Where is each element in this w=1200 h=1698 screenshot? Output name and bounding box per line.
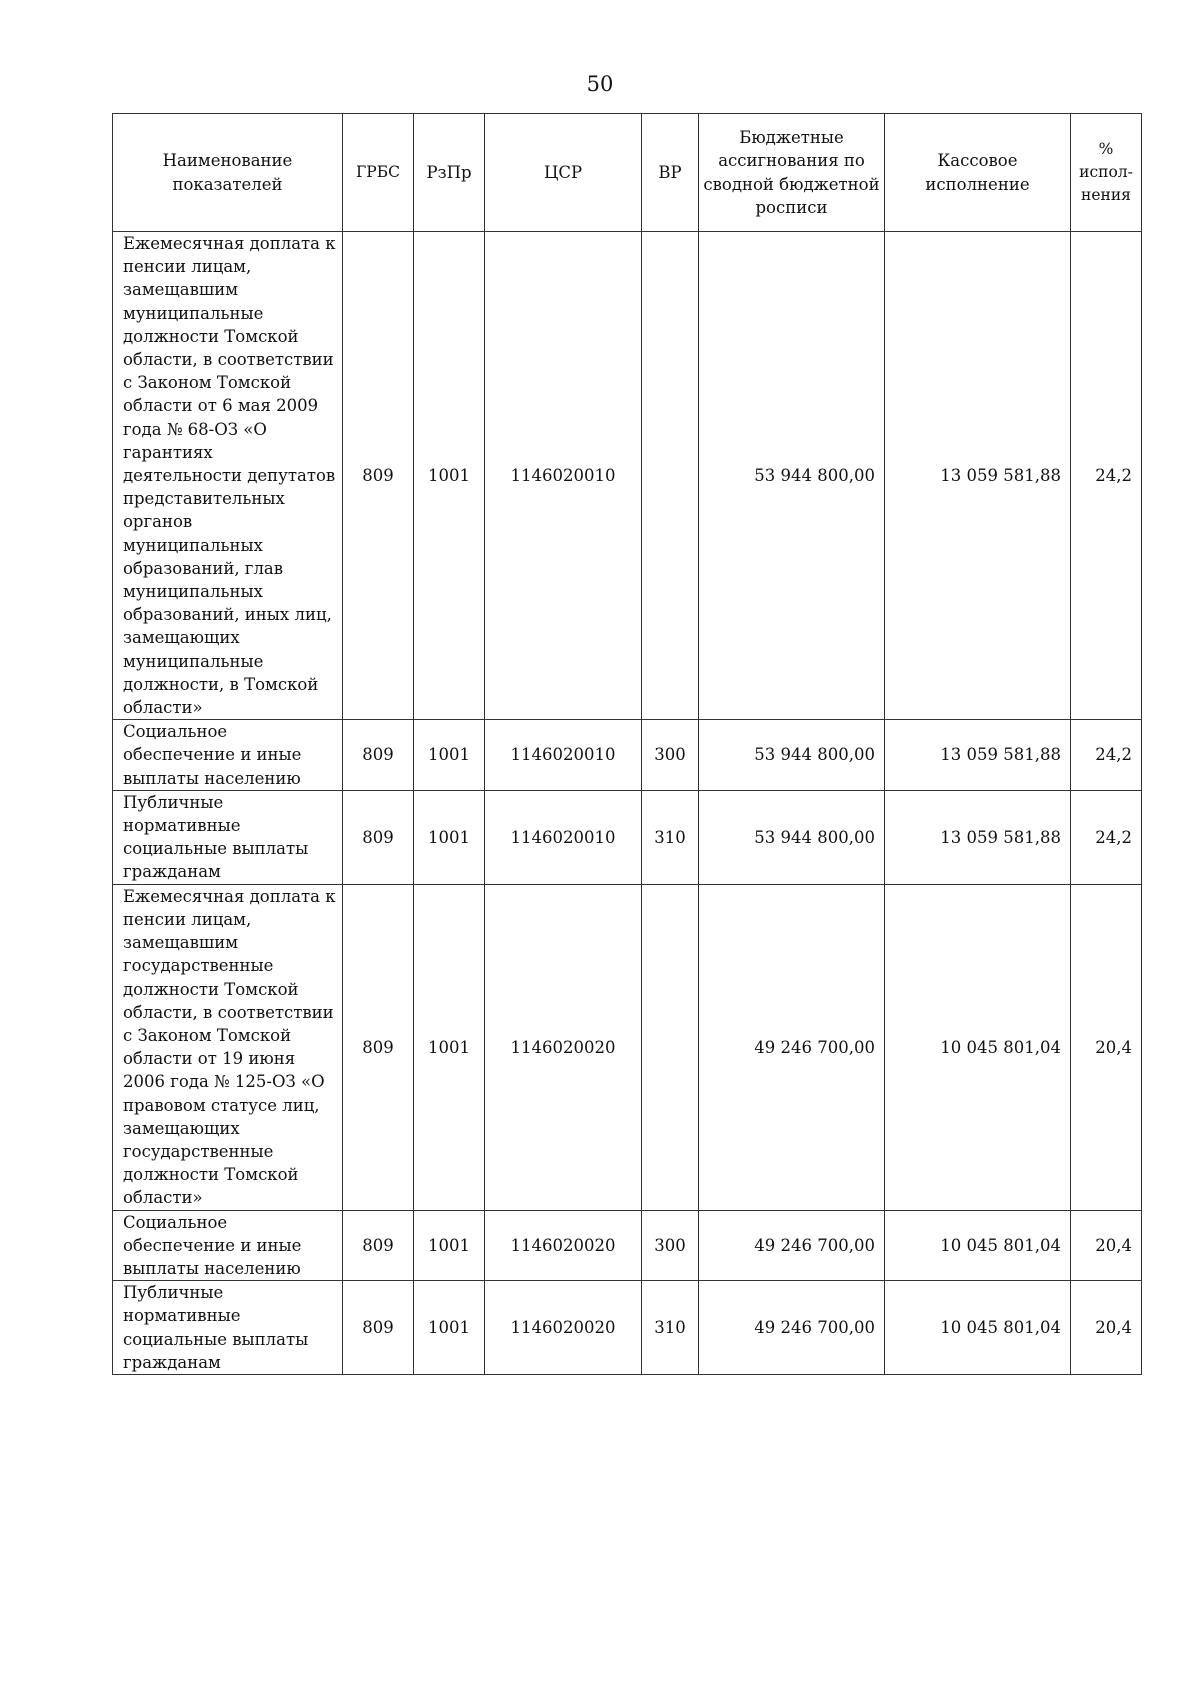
cell-rzpr: 1001 <box>414 1281 485 1375</box>
cell-name: Социальное обеспечение и иные выплаты населению <box>113 1210 343 1281</box>
header-vr: ВР <box>642 114 699 232</box>
cell-rzpr: 1001 <box>414 790 485 884</box>
cell-name: Ежемесячная доплата к пенсии лицам, замещавшим муниципальные должности Томской области, в соответствии с Законом Томской области от 6 мая 2009 года № 68-ОЗ «О гарантиях деятельности депутатов представительных органов муниципальных образований, глав муниципальных образований, иных лиц, замещающих муниципальные должности, в Томской области» <box>113 232 343 720</box>
table-row <box>113 1210 1142 1281</box>
cell-assignments: 49 246 700,00 <box>699 884 885 1210</box>
header-name: Наименование показателей <box>113 114 343 232</box>
cell-csr: 1146020020 <box>485 1281 642 1375</box>
page-number: 50 <box>586 72 614 96</box>
cell-csr: 1146020010 <box>485 232 642 720</box>
table-row <box>113 790 1142 884</box>
cell-percent: 20,4 <box>1071 884 1142 1210</box>
cell-percent: 20,4 <box>1071 1210 1142 1281</box>
cell-execution: 13 059 581,88 <box>885 720 1071 791</box>
cell-assignments: 49 246 700,00 <box>699 1210 885 1281</box>
header-rzpr: РзПр <box>414 114 485 232</box>
cell-grbs: 809 <box>343 790 414 884</box>
cell-rzpr: 1001 <box>414 232 485 720</box>
cell-assignments: 53 944 800,00 <box>699 720 885 791</box>
header-assignments: Бюджетные ассигнования по сводной бюджетной росписи <box>699 114 885 232</box>
header-csr: ЦСР <box>485 114 642 232</box>
cell-grbs: 809 <box>343 1281 414 1375</box>
cell-csr: 1146020020 <box>485 1210 642 1281</box>
cell-execution: 10 045 801,04 <box>885 1281 1071 1375</box>
cell-grbs: 809 <box>343 884 414 1210</box>
cell-name: Ежемесячная доплата к пенсии лицам, замещавшим государственные должности Томской области, в соответствии с Законом Томской области от 19 июня 2006 года № 125-ОЗ «О правовом статусе лиц, замещающих государственные должности Томской области» <box>113 884 343 1210</box>
cell-percent: 20,4 <box>1071 1281 1142 1375</box>
cell-execution: 10 045 801,04 <box>885 884 1071 1210</box>
table-row <box>113 884 1142 1210</box>
cell-vr: 310 <box>642 790 699 884</box>
table-row <box>113 1281 1142 1375</box>
cell-grbs: 809 <box>343 232 414 720</box>
cell-grbs: 809 <box>343 1210 414 1281</box>
cell-vr: 310 <box>642 1281 699 1375</box>
cell-name: Публичные нормативные социальные выплаты гражданам <box>113 790 343 884</box>
cell-assignments: 53 944 800,00 <box>699 790 885 884</box>
cell-rzpr: 1001 <box>414 720 485 791</box>
cell-assignments: 49 246 700,00 <box>699 1281 885 1375</box>
table-row <box>113 720 1142 791</box>
cell-vr: 300 <box>642 720 699 791</box>
cell-execution: 13 059 581,88 <box>885 790 1071 884</box>
cell-csr: 1146020010 <box>485 790 642 884</box>
cell-percent: 24,2 <box>1071 790 1142 884</box>
cell-percent: 24,2 <box>1071 232 1142 720</box>
table-header-row <box>113 114 1142 232</box>
cell-execution: 10 045 801,04 <box>885 1210 1071 1281</box>
cell-name: Публичные нормативные социальные выплаты гражданам <box>113 1281 343 1375</box>
cell-csr: 1146020010 <box>485 720 642 791</box>
cell-name: Социальное обеспечение и иные выплаты населению <box>113 720 343 791</box>
cell-rzpr: 1001 <box>414 884 485 1210</box>
cell-grbs: 809 <box>343 720 414 791</box>
budget-table <box>112 113 1142 1375</box>
header-percent: % испол-нения <box>1071 114 1142 232</box>
cell-vr: 300 <box>642 1210 699 1281</box>
cell-execution: 13 059 581,88 <box>885 232 1071 720</box>
header-grbs: ГРБС <box>343 114 414 232</box>
table-row <box>113 232 1142 720</box>
cell-vr <box>642 232 699 720</box>
cell-rzpr: 1001 <box>414 1210 485 1281</box>
cell-percent: 24,2 <box>1071 720 1142 791</box>
cell-vr <box>642 884 699 1210</box>
cell-assignments: 53 944 800,00 <box>699 232 885 720</box>
cell-csr: 1146020020 <box>485 884 642 1210</box>
header-execution: Кассовое исполнение <box>885 114 1071 232</box>
